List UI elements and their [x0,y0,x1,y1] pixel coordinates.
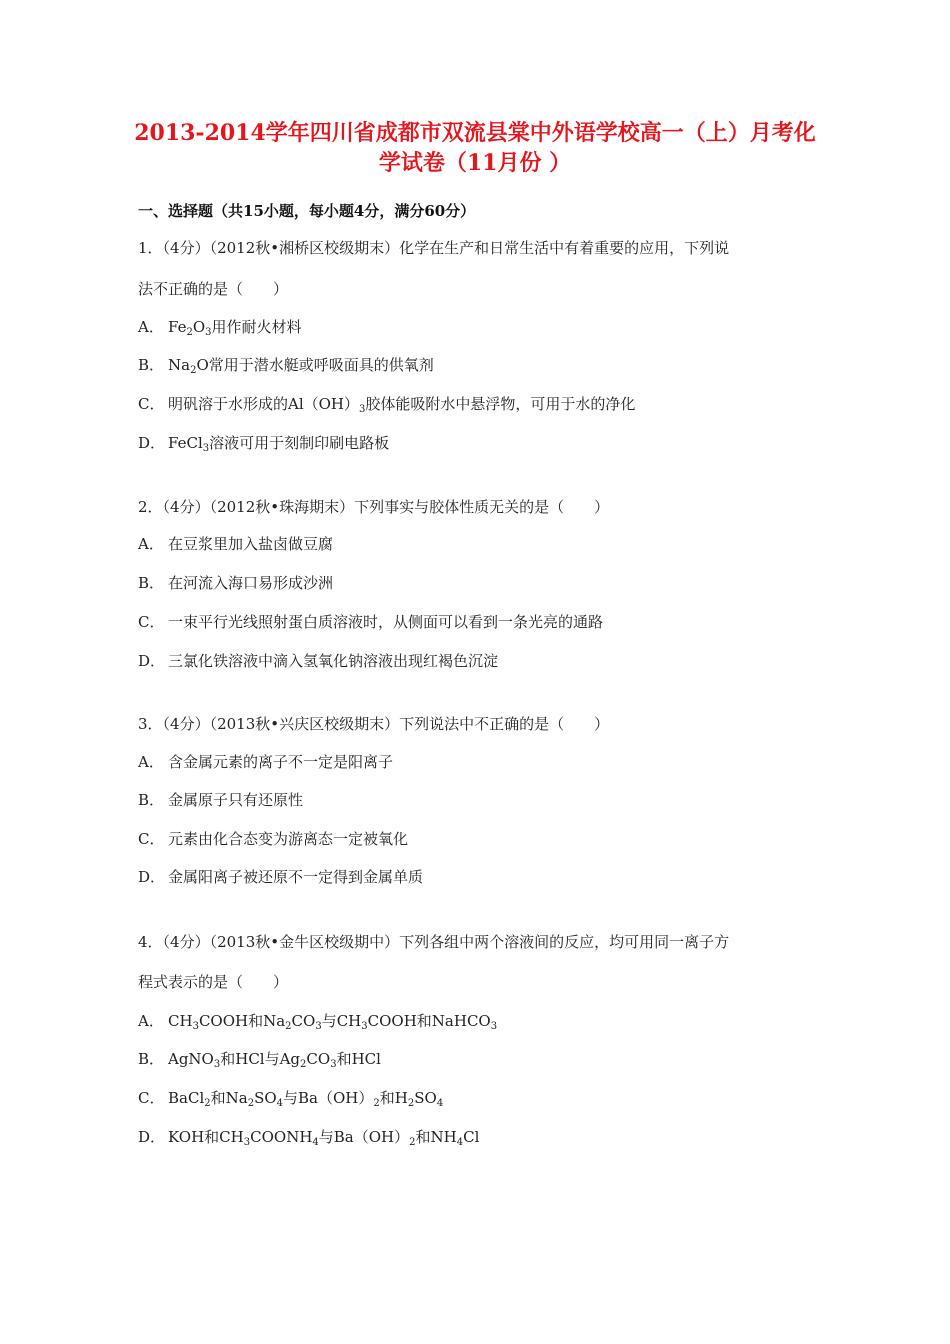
question-4-option-c: C． BaCl$_2$和$Na_2SO_4$与$Ba(OH)_2$和$H_2SO_4$ [138,1089,444,1109]
title-line-2: 学试卷（11月份 ） [378,150,572,176]
question-2-option-d: D． 三氯化铁溶液中滴入氢氧化钠溶液出现红褐色沉淀 [138,652,499,670]
question-3-option-b: B． 金属原子只有还原性 [138,791,304,809]
question-2-option-a: A． 在豆浆里加入盐卤做豆腐 [138,535,334,553]
exam-title [100,118,850,178]
question-4-option-b: B． AgNO$_3$和HCl与$Ag_2CO_3$和HCl [138,1050,381,1070]
question-2-option-b: B． 在河流入海口易形成沙洲 [138,574,334,592]
question-1-stem: 1．（4分）（2012秋•湘桥区校级期末）化学在生产和日常生活中有着重要的应用，下列说 [138,239,730,257]
question-4-option-d: D． KOH和$CH_3COONH_4$与$Ba(OH)_2$和$NH_4Cl$ [138,1128,480,1148]
question-3-option-d: D． 金属阳离子被还原不一定得到金属单质 [138,868,424,886]
question-3-option-c: C． 元素由化合态变为游离态一定被氧化 [138,830,409,848]
question-1-option-a: A． $Fe_2O_3$用作耐火材料 [138,318,302,338]
question-3-option-a: A． 含金属元素的离子不一定是阳离子 [138,753,394,771]
question-4-stem: 4．（4分）（2013秋•金牛区校级期中）下列各组中两个溶液间的反应，均可用同一离子方 [138,933,730,951]
question-4-option-a: A． $CH_3COOH$和$Na_2CO_3$与$CH_3COOH$和NaHCO$_3$ [138,1012,498,1032]
question-1-stem-cont: 法不正确的是（ ） [138,280,289,298]
question-2-stem: 2．（4分）（2012秋•珠海期末）下列事实与胶体性质无关的是（ ） [138,498,610,516]
question-2-option-c: C． 一束平行光线照射蛋白质溶液时，从侧面可以看到一条光亮的通路 [138,613,604,631]
question-1-option-c: C． 明矾溶于水形成的$Al(OH)_3$胶体能吸附水中悬浮物，可用于水的净化 [138,395,636,415]
title-line-1: 2013-2014学年四川省成都市双流县棠中外语学校高一（上）月考化 [134,120,816,146]
question-3-stem: 3．（4分）（2013秋•兴庆区校级期末）下列说法中不正确的是（ ） [138,715,610,733]
question-1-option-d: D． FeCl$_3$溶液可用于刻制印刷电路板 [138,434,390,454]
question-1-option-b: B． $Na_2O$常用于潜水艇或呼吸面具的供氧剂 [138,356,434,376]
section-heading: 一、选择题（共15小题，每小题4分，满分60分） [138,202,476,220]
question-4-stem-cont: 程式表示的是（ ） [138,973,289,991]
